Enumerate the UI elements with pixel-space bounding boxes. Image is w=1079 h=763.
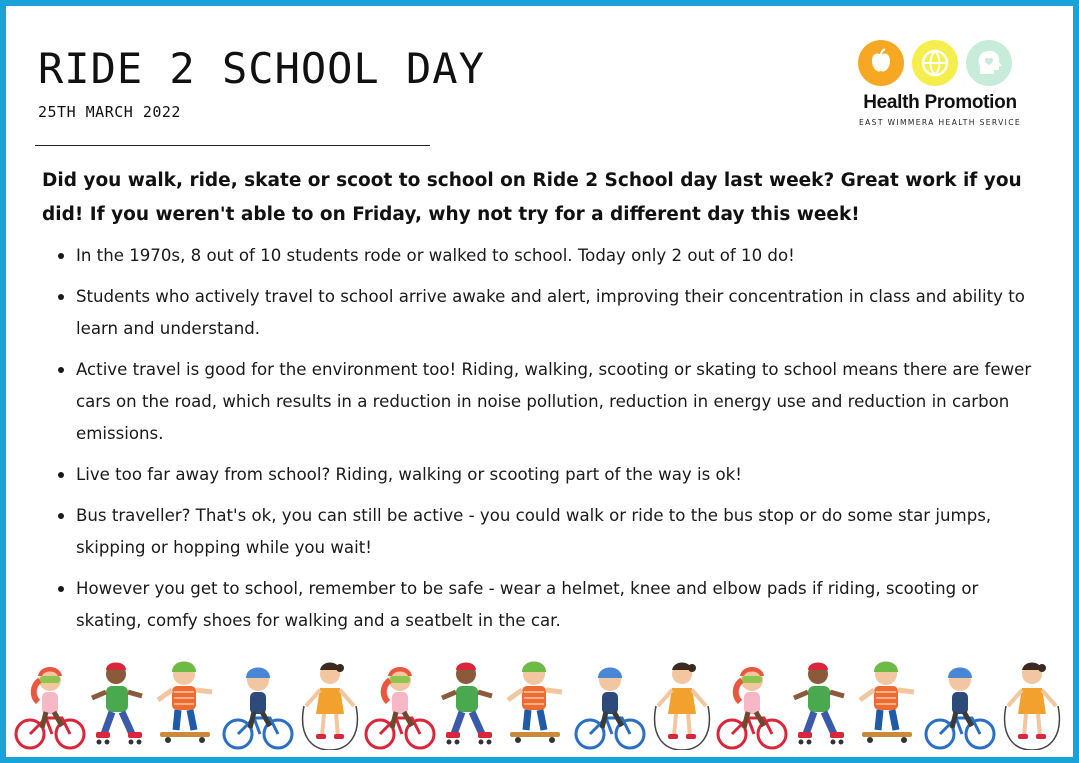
list-item: Active travel is good for the environment too! Riding, walking, scooting or skating to school means there are fewer cars on the road, which results in a reduction in noise pollution, reduction in energy use and reduction in carbon emissions. (56, 354, 1046, 450)
skateboarding-boy (508, 662, 562, 744)
skipping-girl (1005, 663, 1060, 751)
intro-text: Did you walk, ride, skate or scoot to school on Ride 2 School day last week? Great work if you did! If you weren't able to on Friday, why not try for a different day this week! (42, 170, 1022, 225)
rollerblading-boy (92, 663, 142, 745)
logo-brand: Health Promotion (863, 92, 1017, 113)
title-divider (35, 145, 430, 146)
list-item: Live too far away from school? Riding, walking or scooting part of the way is ok! (56, 459, 1046, 491)
cycling-boy (576, 668, 644, 749)
logo-circles (858, 40, 1012, 86)
list-item: Students who actively travel to school arrive awake and alert, improving their concentration in class and ability to learn and understand. (56, 281, 1046, 345)
cycling-girl (718, 667, 786, 748)
rollerblading-boy (442, 663, 492, 745)
logo-subtitle: EAST WIMMERA HEALTH SERVICE (858, 118, 1021, 127)
cycling-girl (366, 667, 434, 748)
globe-icon (912, 40, 958, 86)
health-promotion-logo (842, 38, 1038, 134)
skipping-girl (303, 663, 358, 751)
apple-icon (858, 40, 904, 86)
skateboarding-boy (158, 662, 212, 744)
head-icon (966, 40, 1012, 86)
kids-illustration-strip (6, 650, 1073, 750)
facts-list (56, 240, 1046, 646)
poster (6, 6, 1073, 757)
list-item: In the 1970s, 8 out of 10 students rode or walked to school. Today only 2 out of 10 do! (56, 240, 1046, 272)
skateboarding-boy (860, 662, 914, 744)
cycling-boy (224, 668, 292, 749)
skipping-girl (655, 663, 710, 751)
page-title: RIDE 2 SCHOOL DAY (38, 44, 485, 93)
list-item: Bus traveller? That's ok, you can still be active - you could walk or ride to the bus stop or do some star jumps, skipping or hopping while you wait! (56, 500, 1046, 564)
cycling-boy (926, 668, 994, 749)
cycling-girl (16, 667, 84, 748)
rollerblading-boy (794, 663, 844, 745)
list-item: However you get to school, remember to be safe - wear a helmet, knee and elbow pads if riding, scooting or skating, comfy shoes for walking and a seatbelt in the car. (56, 573, 1046, 637)
event-date: 25TH MARCH 2022 (38, 103, 181, 121)
